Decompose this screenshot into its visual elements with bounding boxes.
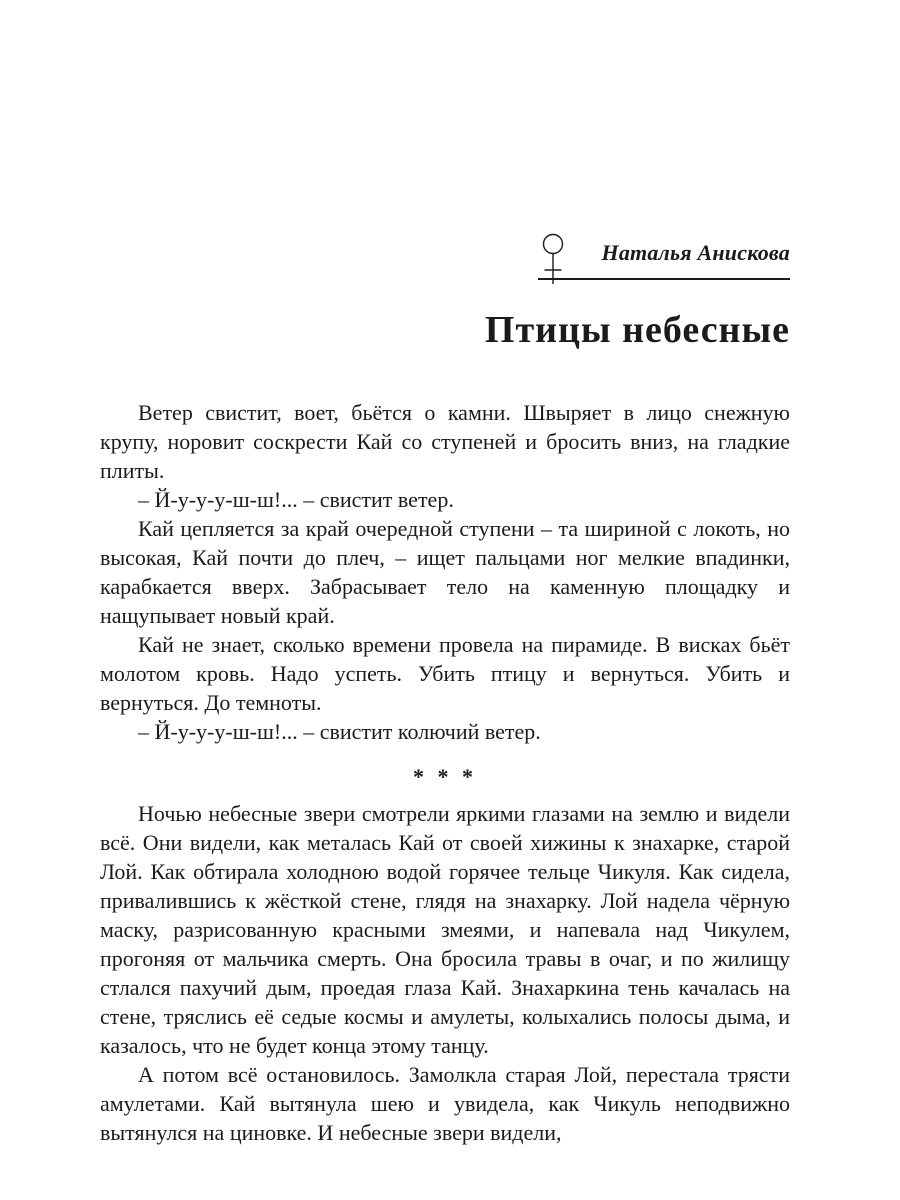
page-header <box>100 232 790 280</box>
paragraph: – Й-у-у-у-ш-ш!... – свистит колючий ветер. <box>138 718 541 744</box>
paragraph: Кай не знает, сколько времени провела на пирамиде. В висках бьёт молотом кровь. Надо успеть. Убить птицу и вернуться. Убить и вернуться. До темноты. <box>100 631 790 715</box>
section-break: * * * <box>413 763 477 789</box>
paragraph: Ночью небесные звери смотрели яркими глазами на землю и видели всё. Они видели, как металась Кай от своей хижины к знахарке, старой Лой. Как обтирала холодною водой горячее тельце Чикуля. Как сидела, привалившись к жёсткой стене, глядя на знахарку. Лой надела чёрную маску, разрисованную красными змеями, и напевала над Чикулем, прогоняя от мальчика смерть. Она бросила травы в очаг, и по жилищу стлался пахучий дым, проедая глаза Кай. Знахаркина тень качалась на стене, тряслись её седые космы и амулеты, колыхались полосы дыма, и казалось, что не будет конца этому танцу. <box>100 800 790 1058</box>
author-block <box>538 232 790 280</box>
book-title: Птицы небесные <box>484 309 790 351</box>
paragraph: А потом всё остановилось. Замолкла старая Лой, перестала трясти амулетами. Кай вытянула шею и увидела, как Чикуль неподвижно вытянулся на циновке. И небесные звери видели, <box>100 1061 790 1145</box>
author-name: Наталья Анискова <box>601 240 790 265</box>
body-text <box>100 398 790 1147</box>
paragraph: Ветер свистит, воет, бьётся о камни. Швыряет в лицо снежную крупу, норовит соскрести Кай со ступеней и бросить вниз, на гладкие плиты. <box>100 399 790 483</box>
venus-icon <box>540 232 566 286</box>
paragraph: Кай цепляется за край очередной ступени – та шириной с локоть, но высокая, Кай почти до плеч, – ищет пальцами ног мелкие впадинки, карабкается вверх. Забрасывает тело на каменную площадку и нащупывает новый край. <box>100 515 790 628</box>
paragraph: – Й-у-у-у-ш-ш!... – свистит ветер. <box>138 486 454 512</box>
